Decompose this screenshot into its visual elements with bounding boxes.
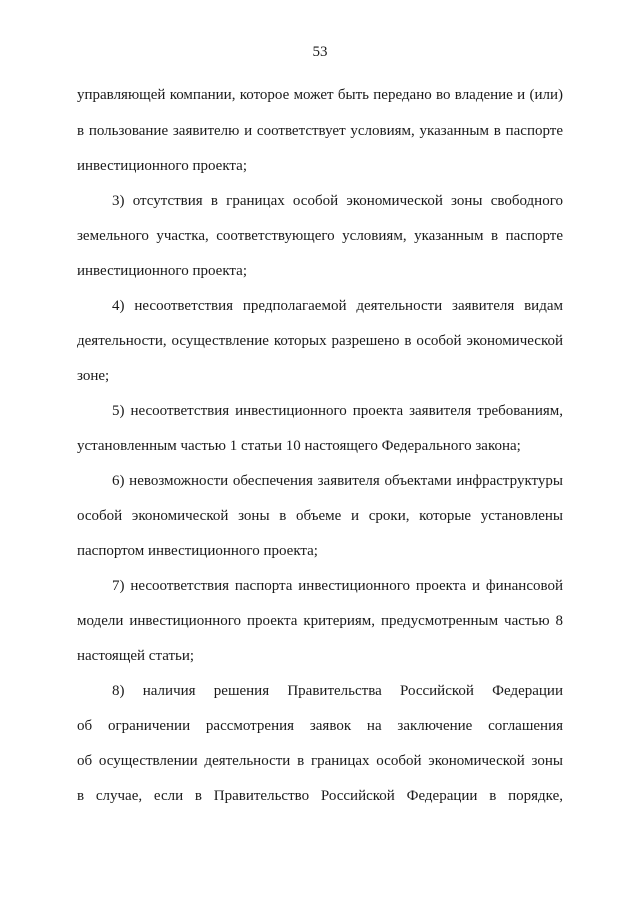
text-line: деятельности, осуществление которых разрешено в особой экономической xyxy=(77,333,563,349)
list-item-6-first-line: 6) невозможности обеспечения заявителя объектами инфраструктуры xyxy=(112,473,563,489)
list-item-3-first-line: 3) отсутствия в границах особой экономической зоны свободного xyxy=(112,193,563,209)
text-line: паспортом инвестиционного проекта; xyxy=(77,543,318,559)
list-item-7-first-line: 7) несоответствия паспорта инвестиционного проекта и финансовой xyxy=(112,578,563,594)
text-line: об ограничении рассмотрения заявок на заключение соглашения xyxy=(77,718,563,734)
page-number: 53 xyxy=(312,44,328,60)
text-line: настоящей статьи; xyxy=(77,648,195,664)
text-line: в случае, если в Правительство Российской Федерации в порядке, xyxy=(77,788,563,804)
list-item-5-first-line: 5) несоответствия инвестиционного проекта заявителя требованиям, xyxy=(112,403,563,419)
text-line: инвестиционного проекта; xyxy=(77,263,247,279)
list-item-8-first-line: 8) наличия решения Правительства Российской Федерации xyxy=(112,683,563,699)
text-line: об осуществлении деятельности в границах особой экономической зоны xyxy=(77,753,563,769)
text-line: управляющей компании, которое может быть передано во владение и (или) xyxy=(77,87,563,103)
text-line: зоне; xyxy=(77,368,110,384)
text-line: в пользование заявителю и соответствует условиям, указанным в паспорте xyxy=(77,123,563,139)
list-item-4-first-line: 4) несоответствия предполагаемой деятельности заявителя видам xyxy=(112,298,563,314)
text-line: модели инвестиционного проекта критериям, предусмотренным частью 8 xyxy=(77,613,563,629)
text-line: инвестиционного проекта; xyxy=(77,158,247,174)
text-line: установленным частью 1 статьи 10 настоящего Федерального закона; xyxy=(77,438,521,454)
text-line: земельного участка, соответствующего условиям, указанным в паспорте xyxy=(77,228,563,244)
text-line: особой экономической зоны в объеме и сроки, которые установлены xyxy=(77,508,563,524)
